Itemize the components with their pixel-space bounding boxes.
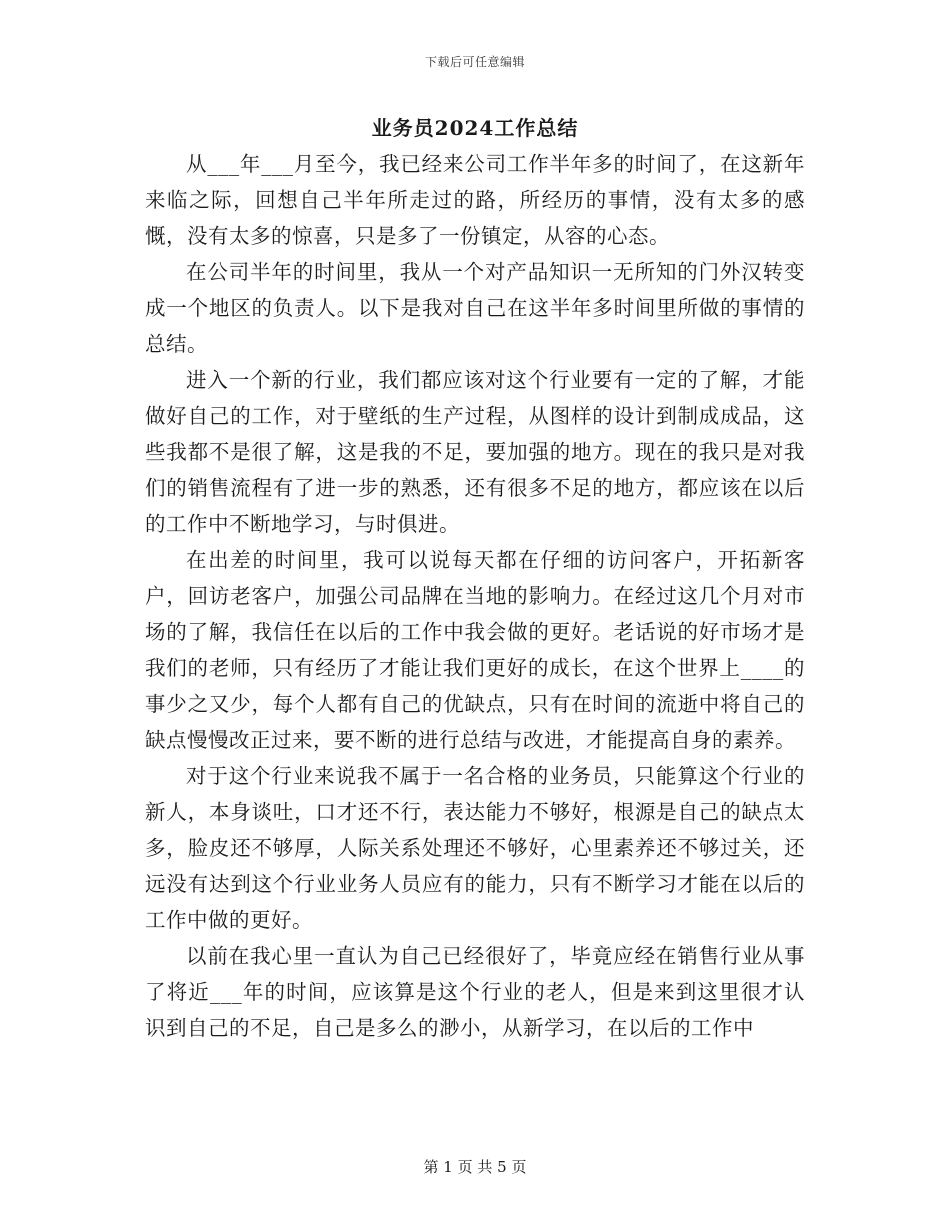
- header-note: 下载后可任意编辑: [424, 55, 525, 69]
- paragraph: 从___年___月至今，我已经来公司工作半年多的时间了，在这新年来临之际，回想自己半年所走过的路，所经历的事情，没有太多的感慨，没有太多的惊喜，只是多了一份镇定，从容的心态。: [145, 152, 805, 248]
- document-body: [145, 146, 805, 1046]
- paragraph: 对于这个行业来说我不属于一名合格的业务员，只能算这个行业的新人，本身谈吐，口才还不行，表达能力不够好，根源是自己的缺点太多，脸皮还不够厚，人际关系处理还不够好，心里素养还不够过关，还远没有达到这个行业业务人员应有的能力，只有不断学习才能在以后的工作中做的更好。: [145, 764, 805, 932]
- paragraph: 以前在我心里一直认为自己已经很好了，毕竟应经在销售行业从事了将近___年的时间，应该算是这个行业的老人，但是来到这里很才认识到自己的不足，自己是多么的渺小，从新学习，在以后的工作中: [145, 944, 805, 1040]
- document-title: 业务员2024工作总结: [371, 116, 579, 140]
- paragraph: 在出差的时间里，我可以说每天都在仔细的访问客户，开拓新客户，回访老客户，加强公司品牌在当地的影响力。在经过这几个月对市场的了解，我信任在以后的工作中我会做的更好。老话说的好市场才是我们的老师，只有经历了才能让我们更好的成长，在这个世界上____的事少之又少，每个人都有自己的优缺点，只有在时间的流逝中将自己的缺点慢慢改正过来，要不断的进行总结与改进，才能提高自身的素养。: [145, 548, 805, 752]
- paragraph: 在公司半年的时间里，我从一个对产品知识一无所知的门外汉转变成一个地区的负责人。以下是我对自己在这半年多时间里所做的事情的总结。: [145, 260, 805, 356]
- paragraph: 进入一个新的行业，我们都应该对这个行业要有一定的了解，才能做好自己的工作，对于壁纸的生产过程，从图样的设计到制成成品，这些我都不是很了解，这是我的不足，要加强的地方。现在的我只是对我们的销售流程有了进一步的熟悉，还有很多不足的地方，都应该在以后的工作中不断地学习，与时俱进。: [145, 368, 805, 536]
- page-indicator: 第 1 页 共 5 页: [423, 1158, 527, 1176]
